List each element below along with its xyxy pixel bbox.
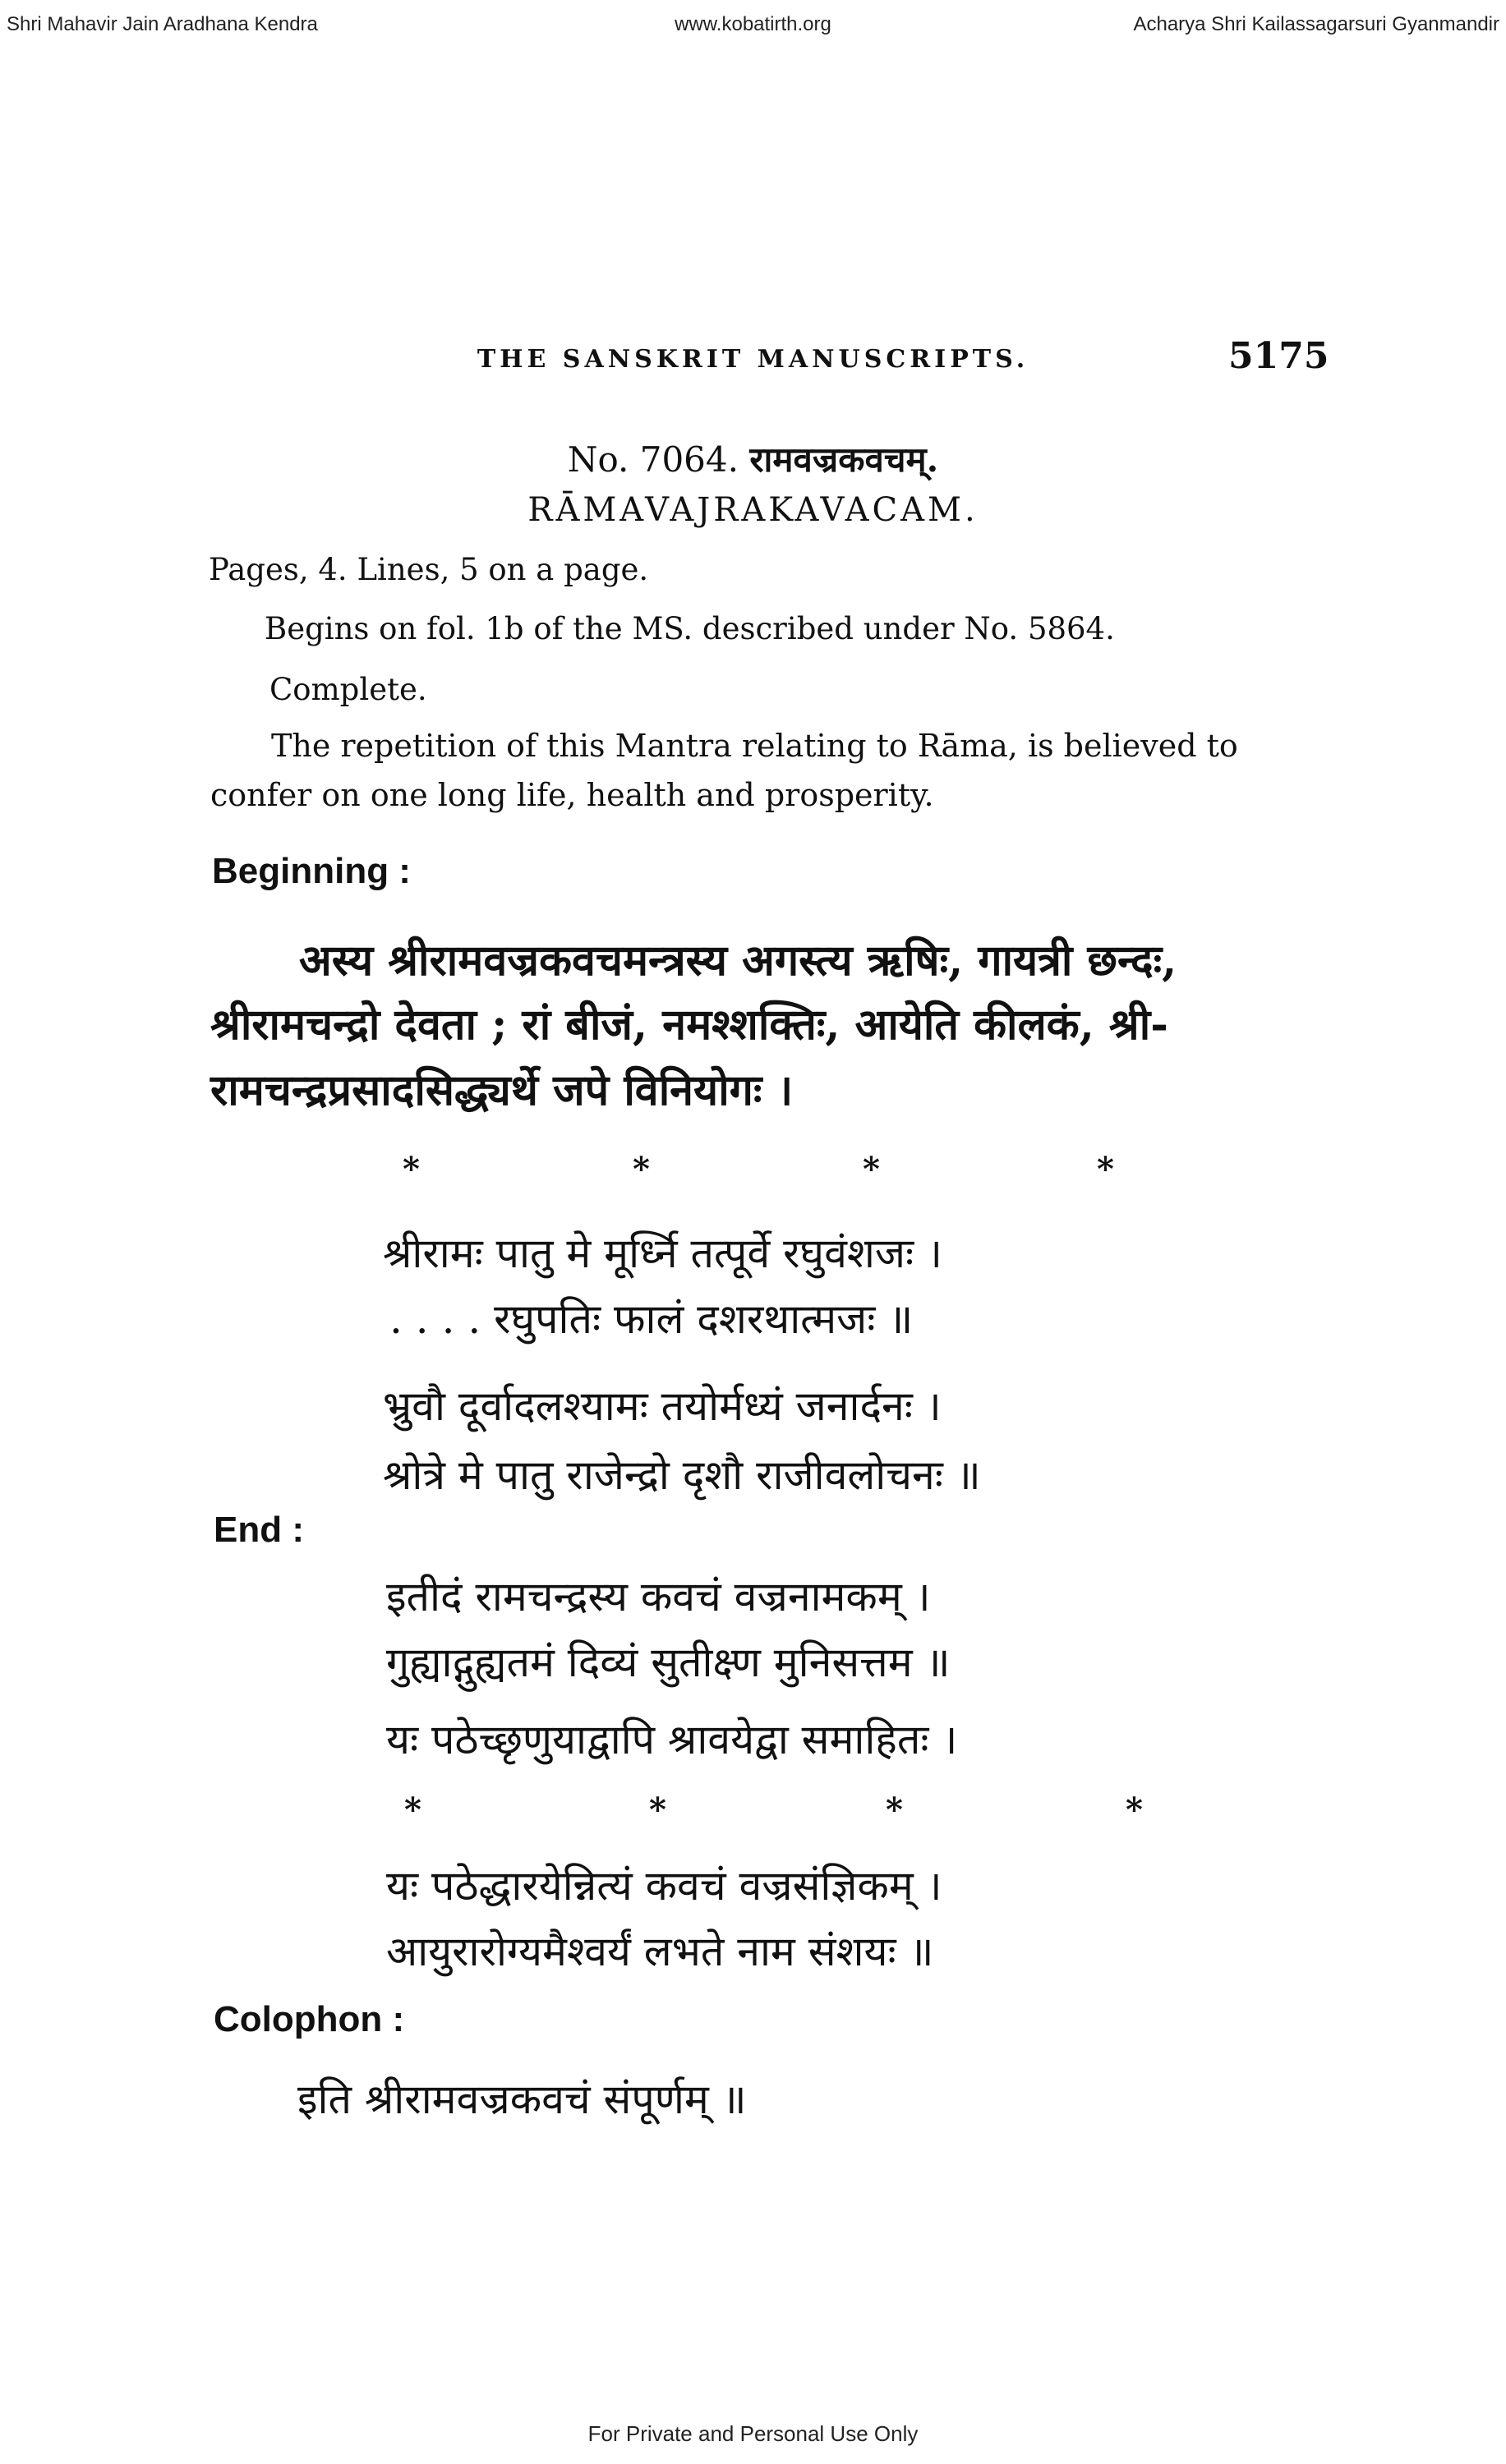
beginning-verse-line-1: श्रीरामः पातु मे मूर्ध्नि तत्पूर्वे रघुवंशजः ।: [383, 1230, 942, 1277]
star-mark: *: [1097, 1150, 1114, 1188]
end-verse-line-5: आयुरारोग्यमैश्वर्यं लभते नाम संशयः ॥: [386, 1928, 934, 1975]
section-separator-stars-1: [0, 1150, 1506, 1191]
begins-line: Begins on fol. 1b of the MS. described under No. 5864.: [265, 611, 1115, 646]
complete-status: Complete.: [269, 672, 427, 707]
running-head: THE SANSKRIT MANUSCRIPTS.: [477, 345, 1029, 374]
end-verse-line-2: गुह्याद्गुह्यतमं दिव्यं सुतीक्ष्ण मुनिसत्तम ॥: [386, 1639, 951, 1686]
beginning-heading: Beginning :: [212, 851, 411, 891]
beginning-prose-line-2: श्रीरामचन्द्रो देवता ; रां बीजं, नमश्शक्तिः, आयेति कीलकं, श्री-: [210, 1000, 1168, 1050]
entry-number: No. 7064.: [567, 439, 739, 480]
star-mark: *: [649, 1791, 666, 1829]
source-header: [0, 0, 1506, 49]
star-mark: *: [863, 1150, 880, 1188]
footer-note: For Private and Personal Use Only: [587, 2421, 919, 2446]
end-verse-line-1: इतीदं रामचन्द्रस्य कवचं वज्रनामकम् ।: [386, 1573, 931, 1620]
beginning-prose-line-1: अस्य श्रीरामवज्रकवचमन्त्रस्य अगस्त्य ऋषिः, गायत्री छन्दः,: [299, 935, 1177, 986]
star-mark: *: [633, 1150, 650, 1188]
beginning-verse-line-3: भ्रुवौ दूर्वादलश्यामः तयोर्मध्यं जनार्दनः ।: [383, 1382, 942, 1430]
end-verse-line-3: यः पठेच्छृणुयाद्वापि श्रावयेद्वा समाहितः ।: [386, 1716, 958, 1763]
colophon-text: इति श्रीरामवज्रकवचं संपूर्णम् ॥: [297, 2076, 747, 2123]
description-line-1: The repetition of this Mantra relating to Rāma, is believed to: [271, 728, 1238, 764]
star-mark: *: [404, 1791, 421, 1829]
star-mark: *: [403, 1150, 420, 1188]
beginning-verse-line-2: . . . . रघुपतिः फालं दशरथात्मजः ॥: [389, 1295, 914, 1343]
colophon-heading: Colophon :: [214, 1999, 405, 2039]
entry-title: [0, 435, 1506, 482]
pages-lines: Pages, 4. Lines, 5 on a page.: [209, 552, 649, 587]
end-verse-line-4: यः पठेद्धारयेन्नित्यं कवचं वज्रसंज्ञिकम् ।: [386, 1862, 942, 1910]
page-number: 5175: [1228, 335, 1329, 377]
entry-title-devanagari: रामवज्रकवचम्.: [749, 439, 939, 480]
entry-title-transliteration: RĀMAVAJRAKAVACAM.: [527, 491, 979, 529]
star-mark: *: [1126, 1791, 1143, 1829]
section-separator-stars-2: [0, 1791, 1506, 1832]
header-right-text: Acharya Shri Kailassagarsuri Gyanmandir: [1133, 13, 1499, 35]
end-heading: End :: [214, 1510, 304, 1550]
star-mark: *: [886, 1791, 903, 1829]
description-line-2: confer on one long life, health and prosperity.: [210, 777, 934, 813]
header-center-url: www.kobatirth.org: [675, 13, 831, 35]
header-left-text: Shri Mahavir Jain Aradhana Kendra: [7, 13, 318, 35]
beginning-verse-line-4: श्रोत्रे मे पातु राजेन्द्रो दृशौ राजीवलोचनः ॥: [383, 1451, 981, 1499]
beginning-prose-line-3: रामचन्द्रप्रसादसिद्ध्यर्थे जपे विनियोगः ।: [210, 1065, 794, 1115]
